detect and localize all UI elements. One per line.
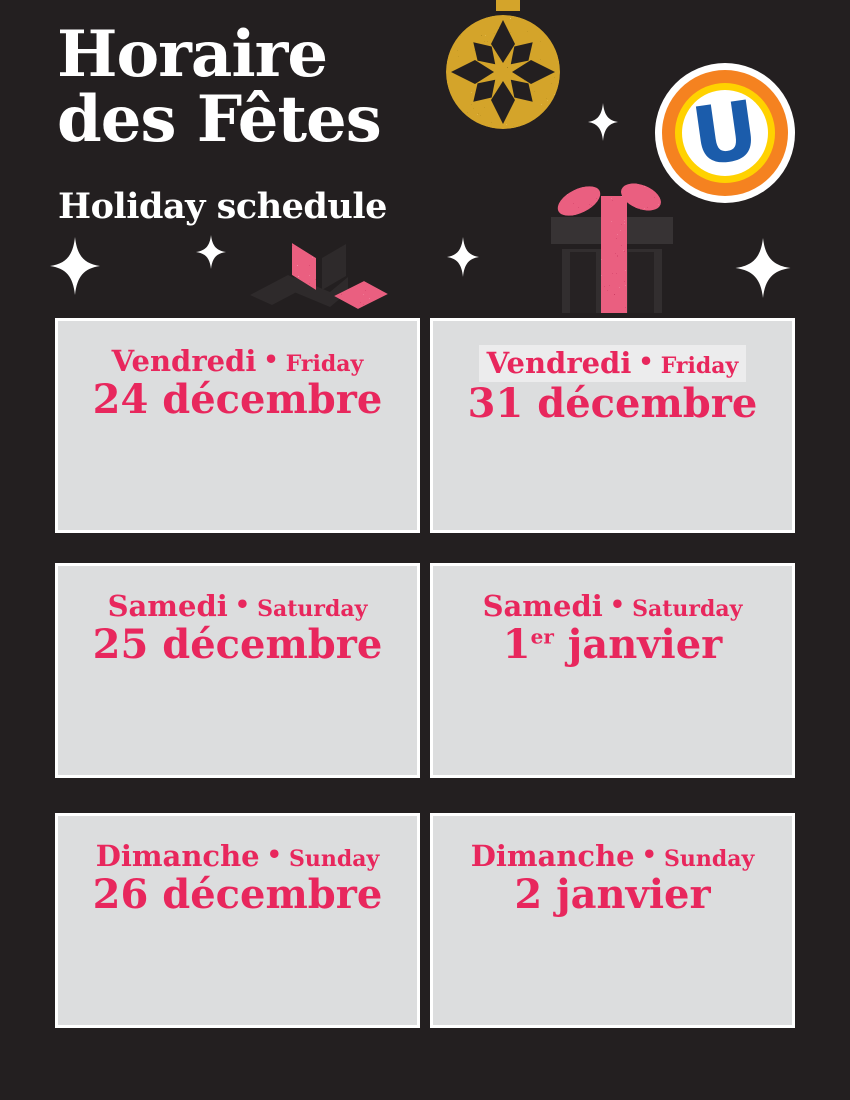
sparkle-icon xyxy=(196,235,226,269)
date-main: 24 décembre xyxy=(92,376,383,424)
day-french: Samedi xyxy=(482,589,603,623)
date-main: 31 décembre xyxy=(467,380,758,428)
date-main: 25 décembre xyxy=(92,621,383,669)
bullet-separator: • xyxy=(641,840,657,869)
date-main: 26 décembre xyxy=(92,871,383,919)
day-english: Friday xyxy=(660,353,739,379)
date-main: 2 janvier xyxy=(514,871,711,919)
bullet-separator: • xyxy=(263,345,279,374)
schedule-card-dec24 xyxy=(55,318,420,533)
card-date xyxy=(58,378,417,422)
day-french: Dimanche xyxy=(470,839,635,873)
card-date xyxy=(433,623,792,667)
sparkle-icon xyxy=(447,237,479,277)
day-english: Friday xyxy=(285,351,364,377)
card-day-label xyxy=(479,345,747,382)
schedule-card-dec25 xyxy=(55,563,420,778)
day-french: Samedi xyxy=(107,589,228,623)
bullet-separator: • xyxy=(234,590,251,619)
day-english: Saturday xyxy=(257,596,368,622)
bullet-separator: • xyxy=(266,840,282,869)
card-day-label xyxy=(108,590,368,623)
bauble-ornament-icon xyxy=(446,0,560,129)
gift-box-icon xyxy=(551,178,673,313)
schedule-card-dec31 xyxy=(430,318,795,533)
bullet-separator: • xyxy=(638,347,654,376)
card-day-label xyxy=(96,840,380,873)
brand-logo xyxy=(655,63,795,203)
sparkle-icon xyxy=(50,237,100,295)
card-date xyxy=(58,623,417,667)
day-english: Saturday xyxy=(632,596,743,622)
schedule-card-jan2 xyxy=(430,813,795,1028)
card-day-label xyxy=(483,590,743,623)
page-subtitle: Holiday schedule xyxy=(58,186,387,227)
date-main: 1 xyxy=(502,621,531,669)
date-sup: er xyxy=(530,625,554,650)
bullet-separator: • xyxy=(609,590,626,619)
brand-logo-letter: U xyxy=(686,82,764,185)
page-title xyxy=(57,17,381,158)
sparkle-icon xyxy=(588,103,618,141)
schedule-card-jan1 xyxy=(430,563,795,778)
date-tail: janvier xyxy=(553,621,723,669)
card-day-label xyxy=(112,345,364,378)
card-date xyxy=(58,873,417,917)
title-line-1: Horaire xyxy=(57,17,328,92)
day-english: Sunday xyxy=(288,846,380,872)
schedule-card-dec26 xyxy=(55,813,420,1028)
card-date xyxy=(433,873,792,917)
day-french: Vendredi xyxy=(111,344,257,378)
card-date xyxy=(433,382,792,426)
card-day-label xyxy=(471,840,755,873)
day-english: Sunday xyxy=(663,846,755,872)
sparkle-icon xyxy=(736,238,791,298)
petal-flower-icon xyxy=(250,243,388,309)
day-french: Vendredi xyxy=(486,346,632,380)
title-line-2: des Fêtes xyxy=(57,82,381,158)
day-french: Dimanche xyxy=(95,839,260,873)
